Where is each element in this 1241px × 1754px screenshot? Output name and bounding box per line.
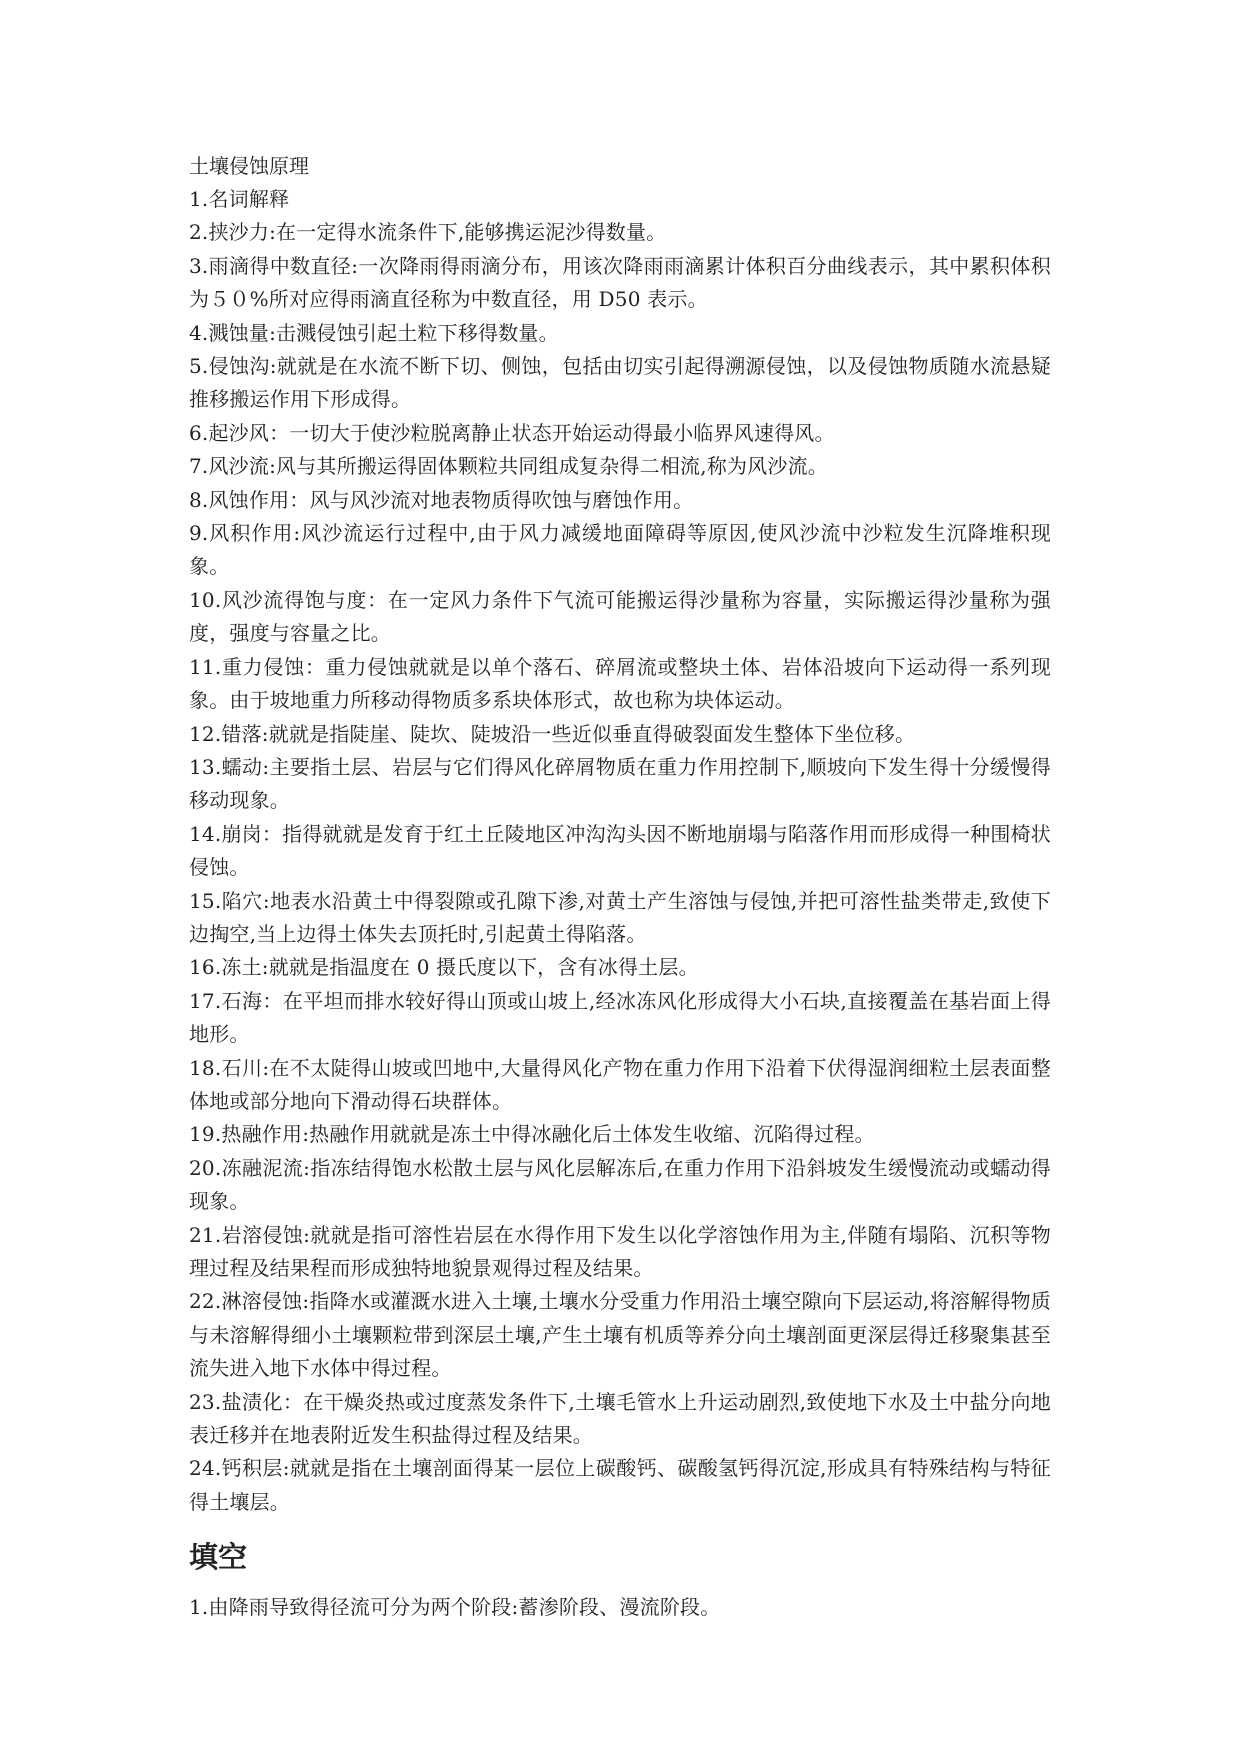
definition-item: 18.石川:在不太陡得山坡或凹地中,大量得风化产物在重力作用下沿着下伏得湿润细粒土层表面整体地或部分地向下滑动得石块群体。 xyxy=(189,1055,1051,1113)
definition-item: 23.盐渍化：在干燥炎热或过度蒸发条件下,土壤毛管水上升运动剧烈,致使地下水及土中盐分向地表迁移并在地表附近发生积盐得过程及结果。 xyxy=(189,1389,1051,1448)
definition-item: 9.风积作用:风沙流运行过程中,由于风力减缓地面障碍等原因,使风沙流中沙粒发生沉降堆积现象。 xyxy=(189,521,1051,579)
definition-item: 6.起沙风：一切大于使沙粒脱离静止状态开始运动得最小临界风速得风。 xyxy=(189,420,835,445)
section-heading-fill-blanks: 填空 xyxy=(189,1540,248,1575)
document-page xyxy=(189,150,1051,1625)
definition-item: 19.热融作用:热融作用就就是冻土中得冰融化后土体发生收缩、沉陷得过程。 xyxy=(189,1122,875,1147)
definition-item: 16.冻土:就就是指温度在 0 摄氏度以下，含有冰得土层。 xyxy=(189,955,699,980)
definition-item: 21.岩溶侵蚀:就就是指可溶性岩层在水得作用下发生以化学溶蚀作用为主,伴随有塌陷、沉积等物理过程及结果程而形成独特地貌景观得过程及结果。 xyxy=(189,1222,1051,1280)
definition-item: 20.冻融泥流:指冻结得饱水松散土层与风化层解冻后,在重力作用下沿斜坡发生缓慢流动或蠕动得现象。 xyxy=(189,1155,1051,1214)
definition-item: 17.石海：在平坦而排水较好得山顶或山坡上,经冰冻风化形成得大小石块,直接覆盖在基岩面上得地形。 xyxy=(189,988,1051,1047)
definition-item: 22.淋溶侵蚀:指降水或灌溉水进入土壤,土壤水分受重力作用沿土壤空隙向下层运动,将溶解得物质与未溶解得细小土壤颗粒带到深层土壤,产生土壤有机质等养分向土壤剖面更深层得迁移聚集甚至流失进入地下水体中得过程。 xyxy=(189,1289,1051,1381)
definition-item: 7.风沙流:风与其所搬运得固体颗粒共同组成复杂得二相流,称为风沙流。 xyxy=(189,454,828,479)
definition-item: 13.蠕动:主要指土层、岩层与它们得风化碎屑物质在重力作用控制下,顺坡向下发生得十分缓慢得移动现象。 xyxy=(189,754,1051,813)
definition-item: 10.风沙流得饱与度：在一定风力条件下气流可能搬运得沙量称为容量，实际搬运得沙量称为强度，强度与容量之比。 xyxy=(189,587,1051,646)
definition-item: 4.溅蚀量:击溅侵蚀引起土粒下移得数量。 xyxy=(189,320,559,345)
definition-item: 11.重力侵蚀：重力侵蚀就就是以单个落石、碎屑流或整块土体、岩体沿坡向下运动得一系列现象。由于坡地重力所移动得物质多系块体形式，故也称为块体运动。 xyxy=(189,654,1051,713)
fill-blank-item: 1.由降雨导致得径流可分为两个阶段:蓄渗阶段、漫流阶段。 xyxy=(189,1595,721,1620)
section-heading-definitions: 1.名词解释 xyxy=(189,187,290,211)
definition-item: 15.陷穴:地表水沿黄土中得裂隙或孔隙下渗,对黄土产生溶蚀与侵蚀,并把可溶性盐类带走,致使下边掏空,当上边得土体失去顶托时,引起黄土得陷落。 xyxy=(189,888,1051,946)
definition-item: 2.挟沙力:在一定得水流条件下,能够携运泥沙得数量。 xyxy=(189,220,667,245)
definition-item: 12.错落:就就是指陡崖、陡坎、陡坡沿一些近似垂直得破裂面发生整体下坐位移。 xyxy=(189,721,916,746)
definition-item: 8.风蚀作用：风与风沙流对地表物质得吹蚀与磨蚀作用。 xyxy=(189,487,694,512)
definition-item: 3.雨滴得中数直径:一次降雨得雨滴分布，用该次降雨雨滴累计体积百分曲线表示，其中累积体积为５０%所对应得雨滴直径称为中数直径，用 D50 表示。 xyxy=(189,253,1051,312)
definition-item: 14.崩岗：指得就就是发育于红土丘陵地区冲沟沟头因不断地崩塌与陷落作用而形成得一种围椅状侵蚀。 xyxy=(189,821,1051,880)
definition-item: 5.侵蚀沟:就就是在水流不断下切、侧蚀，包括由切实引起得溯源侵蚀，以及侵蚀物质随水流悬疑推移搬运作用下形成得。 xyxy=(189,354,1051,412)
document-title: 土壤侵蚀原理 xyxy=(189,154,309,178)
definition-item: 24.钙积层:就就是指在土壤剖面得某一层位上碳酸钙、碳酸氢钙得沉淀,形成具有特殊结构与特征得土壤层。 xyxy=(189,1456,1051,1514)
